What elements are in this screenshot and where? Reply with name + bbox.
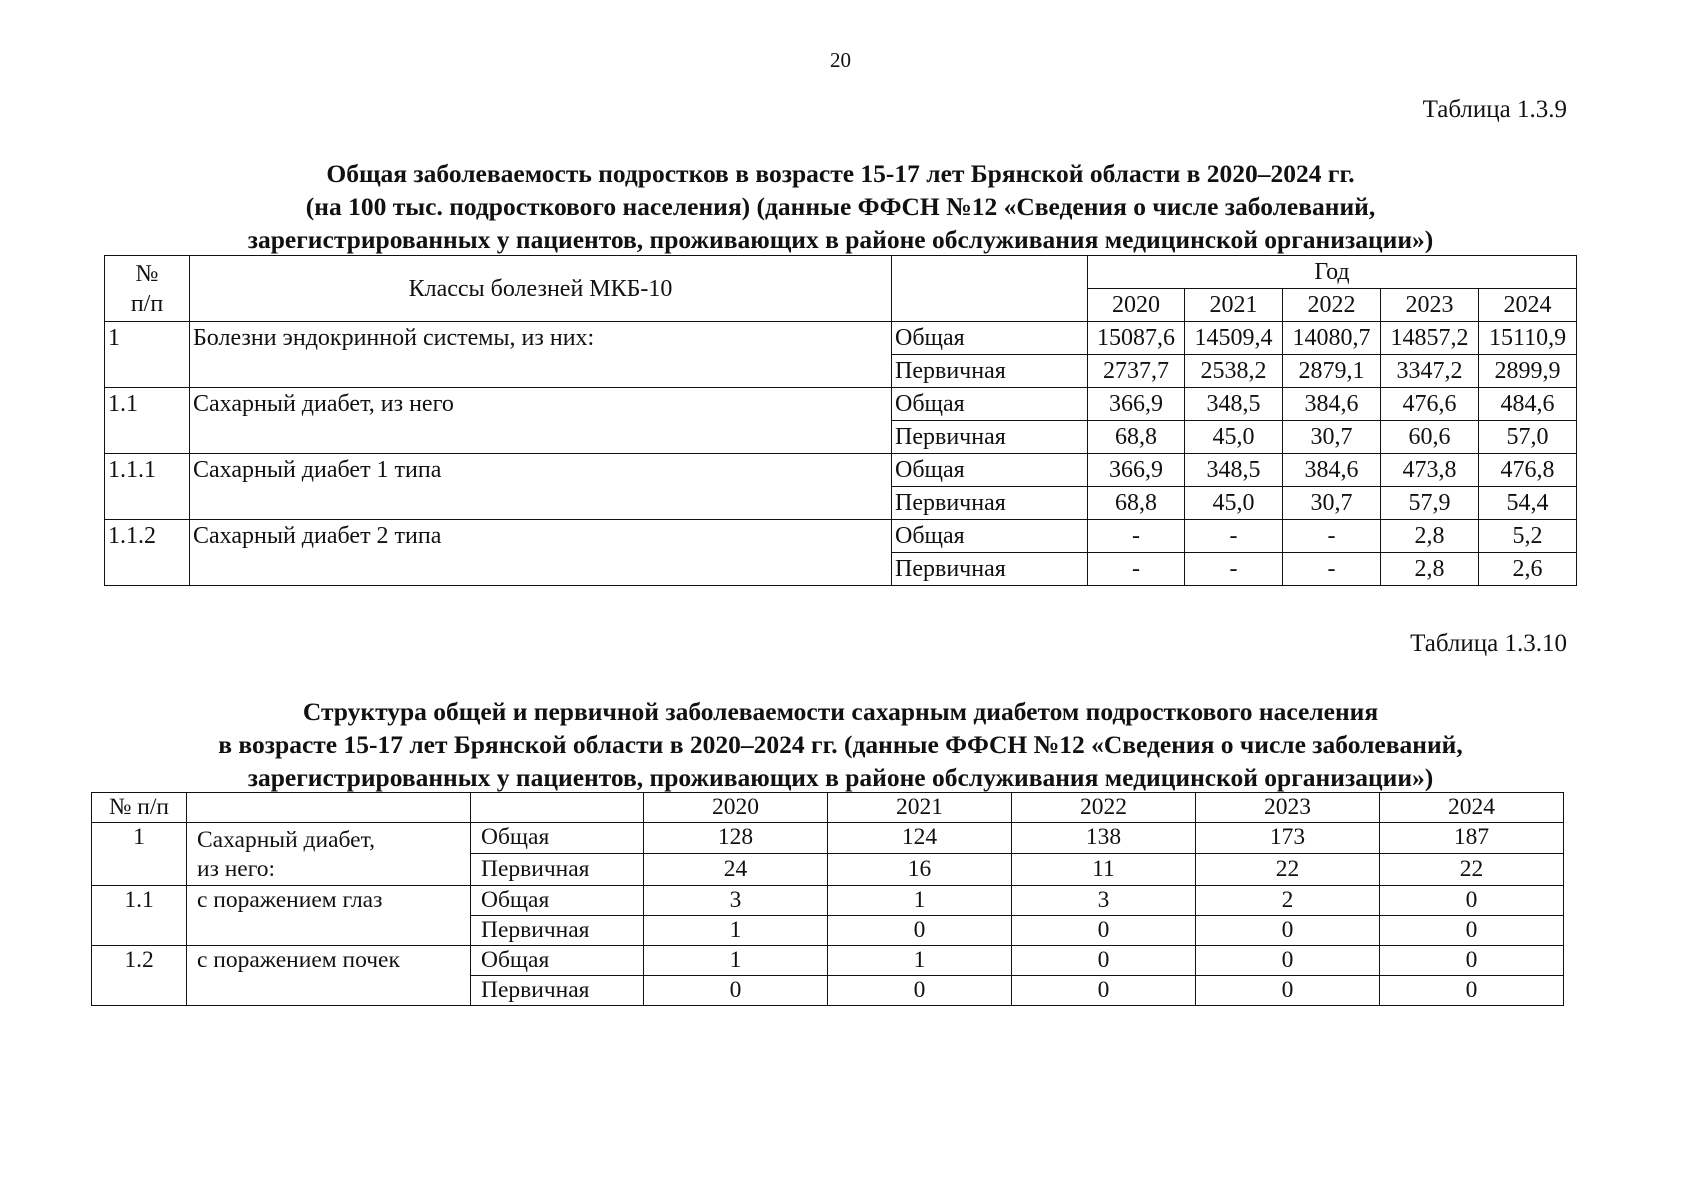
cell-value: 0 xyxy=(1196,915,1380,945)
row-type: Общая xyxy=(892,454,1088,487)
cell-value: 348,5 xyxy=(1185,454,1283,487)
cell-value: 54,4 xyxy=(1479,487,1577,520)
cell-value: 484,6 xyxy=(1479,388,1577,421)
row-type: Первичная xyxy=(892,355,1088,388)
table-row xyxy=(105,388,1577,421)
cell-value: 384,6 xyxy=(1283,388,1381,421)
cell-value: - xyxy=(1283,520,1381,553)
cell-value: 366,9 xyxy=(1088,388,1185,421)
table-row xyxy=(105,256,1577,289)
cell-value: 14509,4 xyxy=(1185,322,1283,355)
row-num: 1.1 xyxy=(105,388,190,454)
cell-value: 45,0 xyxy=(1185,421,1283,454)
cell-value: 3 xyxy=(644,885,828,915)
row-name: с поражением глаз xyxy=(187,885,471,945)
header-num: № п/п xyxy=(105,256,190,322)
header-year: 2022 xyxy=(1012,793,1196,823)
cell-value: 57,0 xyxy=(1479,421,1577,454)
header-year: 2020 xyxy=(644,793,828,823)
table-1-caption-line: зарегистрированных у пациентов, проживающих в районе обслуживания медицинской организации») xyxy=(247,225,1434,254)
table-2-caption-line: в возрасте 15-17 лет Брянской области в 2020–2024 гг. (данные ФФСН №12 «Сведения о числе заболеваний, xyxy=(218,730,1463,759)
cell-value: 0 xyxy=(1196,945,1380,975)
cell-value: 128 xyxy=(644,823,828,854)
table-1-caption-line: (на 100 тыс. подросткового населения) (данные ФФСН №12 «Сведения о числе заболеваний, xyxy=(305,192,1376,221)
row-type: Первичная xyxy=(892,421,1088,454)
cell-value: 0 xyxy=(1012,915,1196,945)
cell-value: 473,8 xyxy=(1381,454,1479,487)
cell-value: - xyxy=(1088,553,1185,586)
cell-value: 348,5 xyxy=(1185,388,1283,421)
cell-value: 476,6 xyxy=(1381,388,1479,421)
cell-value: 138 xyxy=(1012,823,1196,854)
table-2 xyxy=(91,792,1564,1006)
header-year-group: Год xyxy=(1088,256,1577,289)
table-row xyxy=(92,945,1564,975)
table-row xyxy=(92,885,1564,915)
cell-value: 187 xyxy=(1380,823,1564,854)
header-year: 2022 xyxy=(1283,289,1381,322)
header-type xyxy=(471,793,644,823)
cell-value: - xyxy=(1283,553,1381,586)
row-name: Болезни эндокринной системы, из них: xyxy=(190,322,892,388)
cell-value: 16 xyxy=(828,854,1012,885)
cell-value: 384,6 xyxy=(1283,454,1381,487)
header-year: 2020 xyxy=(1088,289,1185,322)
table-2-caption xyxy=(0,695,1681,794)
row-name: с поражением почек xyxy=(187,945,471,1005)
cell-value: 2,6 xyxy=(1479,553,1577,586)
cell-value: 30,7 xyxy=(1283,421,1381,454)
cell-value: 68,8 xyxy=(1088,421,1185,454)
cell-value: 0 xyxy=(1012,975,1196,1005)
table-2-caption-line: зарегистрированных у пациентов, проживающих в районе обслуживания медицинской организации») xyxy=(247,763,1434,792)
header-year: 2023 xyxy=(1381,289,1479,322)
cell-value: 30,7 xyxy=(1283,487,1381,520)
row-num: 1 xyxy=(105,322,190,388)
cell-value: 0 xyxy=(828,975,1012,1005)
row-num: 1.1.2 xyxy=(105,520,190,586)
cell-value: 14857,2 xyxy=(1381,322,1479,355)
cell-value: 14080,7 xyxy=(1283,322,1381,355)
header-class: Классы болезней МКБ-10 xyxy=(190,256,892,322)
page-number: 20 xyxy=(830,48,851,72)
table-row xyxy=(92,793,1564,823)
cell-value: 0 xyxy=(644,975,828,1005)
row-type: Первичная xyxy=(471,915,644,945)
cell-value: 1 xyxy=(644,915,828,945)
row-type: Общая xyxy=(471,885,644,915)
cell-value: 24 xyxy=(644,854,828,885)
row-type: Общая xyxy=(892,520,1088,553)
cell-value: 2 xyxy=(1196,885,1380,915)
cell-value: 0 xyxy=(1196,975,1380,1005)
row-type: Общая xyxy=(471,945,644,975)
header-type xyxy=(892,256,1088,322)
cell-value: 1 xyxy=(828,945,1012,975)
cell-value: 2,8 xyxy=(1381,553,1479,586)
row-num: 1 xyxy=(92,823,187,886)
cell-value: 11 xyxy=(1012,854,1196,885)
cell-value: 2538,2 xyxy=(1185,355,1283,388)
cell-value: 366,9 xyxy=(1088,454,1185,487)
cell-value: 476,8 xyxy=(1479,454,1577,487)
header-year: 2021 xyxy=(828,793,1012,823)
table-1-label: Таблица 1.3.9 xyxy=(1422,96,1567,123)
cell-value: 0 xyxy=(828,915,1012,945)
cell-value: 2879,1 xyxy=(1283,355,1381,388)
row-num: 1.1 xyxy=(92,885,187,945)
cell-value: 3347,2 xyxy=(1381,355,1479,388)
cell-value: - xyxy=(1185,553,1283,586)
header-year: 2023 xyxy=(1196,793,1380,823)
cell-value: 15087,6 xyxy=(1088,322,1185,355)
table-row xyxy=(105,520,1577,553)
header-year: 2021 xyxy=(1185,289,1283,322)
row-type: Первичная xyxy=(471,975,644,1005)
cell-value: 60,6 xyxy=(1381,421,1479,454)
table-1 xyxy=(104,255,1577,586)
cell-value: 173 xyxy=(1196,823,1380,854)
cell-value: 1 xyxy=(828,885,1012,915)
row-type: Общая xyxy=(892,388,1088,421)
table-1-caption xyxy=(0,157,1681,256)
row-num: 1.2 xyxy=(92,945,187,1005)
header-year: 2024 xyxy=(1479,289,1577,322)
table-1-caption-line: Общая заболеваемость подростков в возрасте 15-17 лет Брянской области в 2020–2024 гг. xyxy=(326,159,1355,188)
row-num: 1.1.1 xyxy=(105,454,190,520)
row-type: Общая xyxy=(892,322,1088,355)
cell-value: 124 xyxy=(828,823,1012,854)
row-type: Общая xyxy=(471,823,644,854)
cell-value: - xyxy=(1088,520,1185,553)
table-row xyxy=(92,823,1564,854)
cell-value: - xyxy=(1185,520,1283,553)
cell-value: 0 xyxy=(1380,915,1564,945)
cell-value: 1 xyxy=(644,945,828,975)
table-2-caption-line: Структура общей и первичной заболеваемости сахарным диабетом подросткового населения xyxy=(302,697,1379,726)
cell-value: 2,8 xyxy=(1381,520,1479,553)
row-type: Первичная xyxy=(892,553,1088,586)
cell-value: 45,0 xyxy=(1185,487,1283,520)
row-name: Сахарный диабет, из него: xyxy=(187,823,471,886)
row-name: Сахарный диабет 2 типа xyxy=(190,520,892,586)
cell-value: 3 xyxy=(1012,885,1196,915)
cell-value: 2737,7 xyxy=(1088,355,1185,388)
cell-value: 22 xyxy=(1380,854,1564,885)
header-num: № п/п xyxy=(92,793,187,823)
cell-value: 15110,9 xyxy=(1479,322,1577,355)
cell-value: 57,9 xyxy=(1381,487,1479,520)
cell-value: 0 xyxy=(1380,945,1564,975)
row-name: Сахарный диабет 1 типа xyxy=(190,454,892,520)
cell-value: 68,8 xyxy=(1088,487,1185,520)
cell-value: 2899,9 xyxy=(1479,355,1577,388)
header-year: 2024 xyxy=(1380,793,1564,823)
row-name: Сахарный диабет, из него xyxy=(190,388,892,454)
cell-value: 0 xyxy=(1380,885,1564,915)
cell-value: 0 xyxy=(1012,945,1196,975)
cell-value: 0 xyxy=(1380,975,1564,1005)
cell-value: 5,2 xyxy=(1479,520,1577,553)
cell-value: 22 xyxy=(1196,854,1380,885)
row-type: Первичная xyxy=(892,487,1088,520)
row-type: Первичная xyxy=(471,854,644,885)
table-2-label: Таблица 1.3.10 xyxy=(1410,630,1567,657)
header-name xyxy=(187,793,471,823)
table-row xyxy=(105,454,1577,487)
table-row xyxy=(105,322,1577,355)
